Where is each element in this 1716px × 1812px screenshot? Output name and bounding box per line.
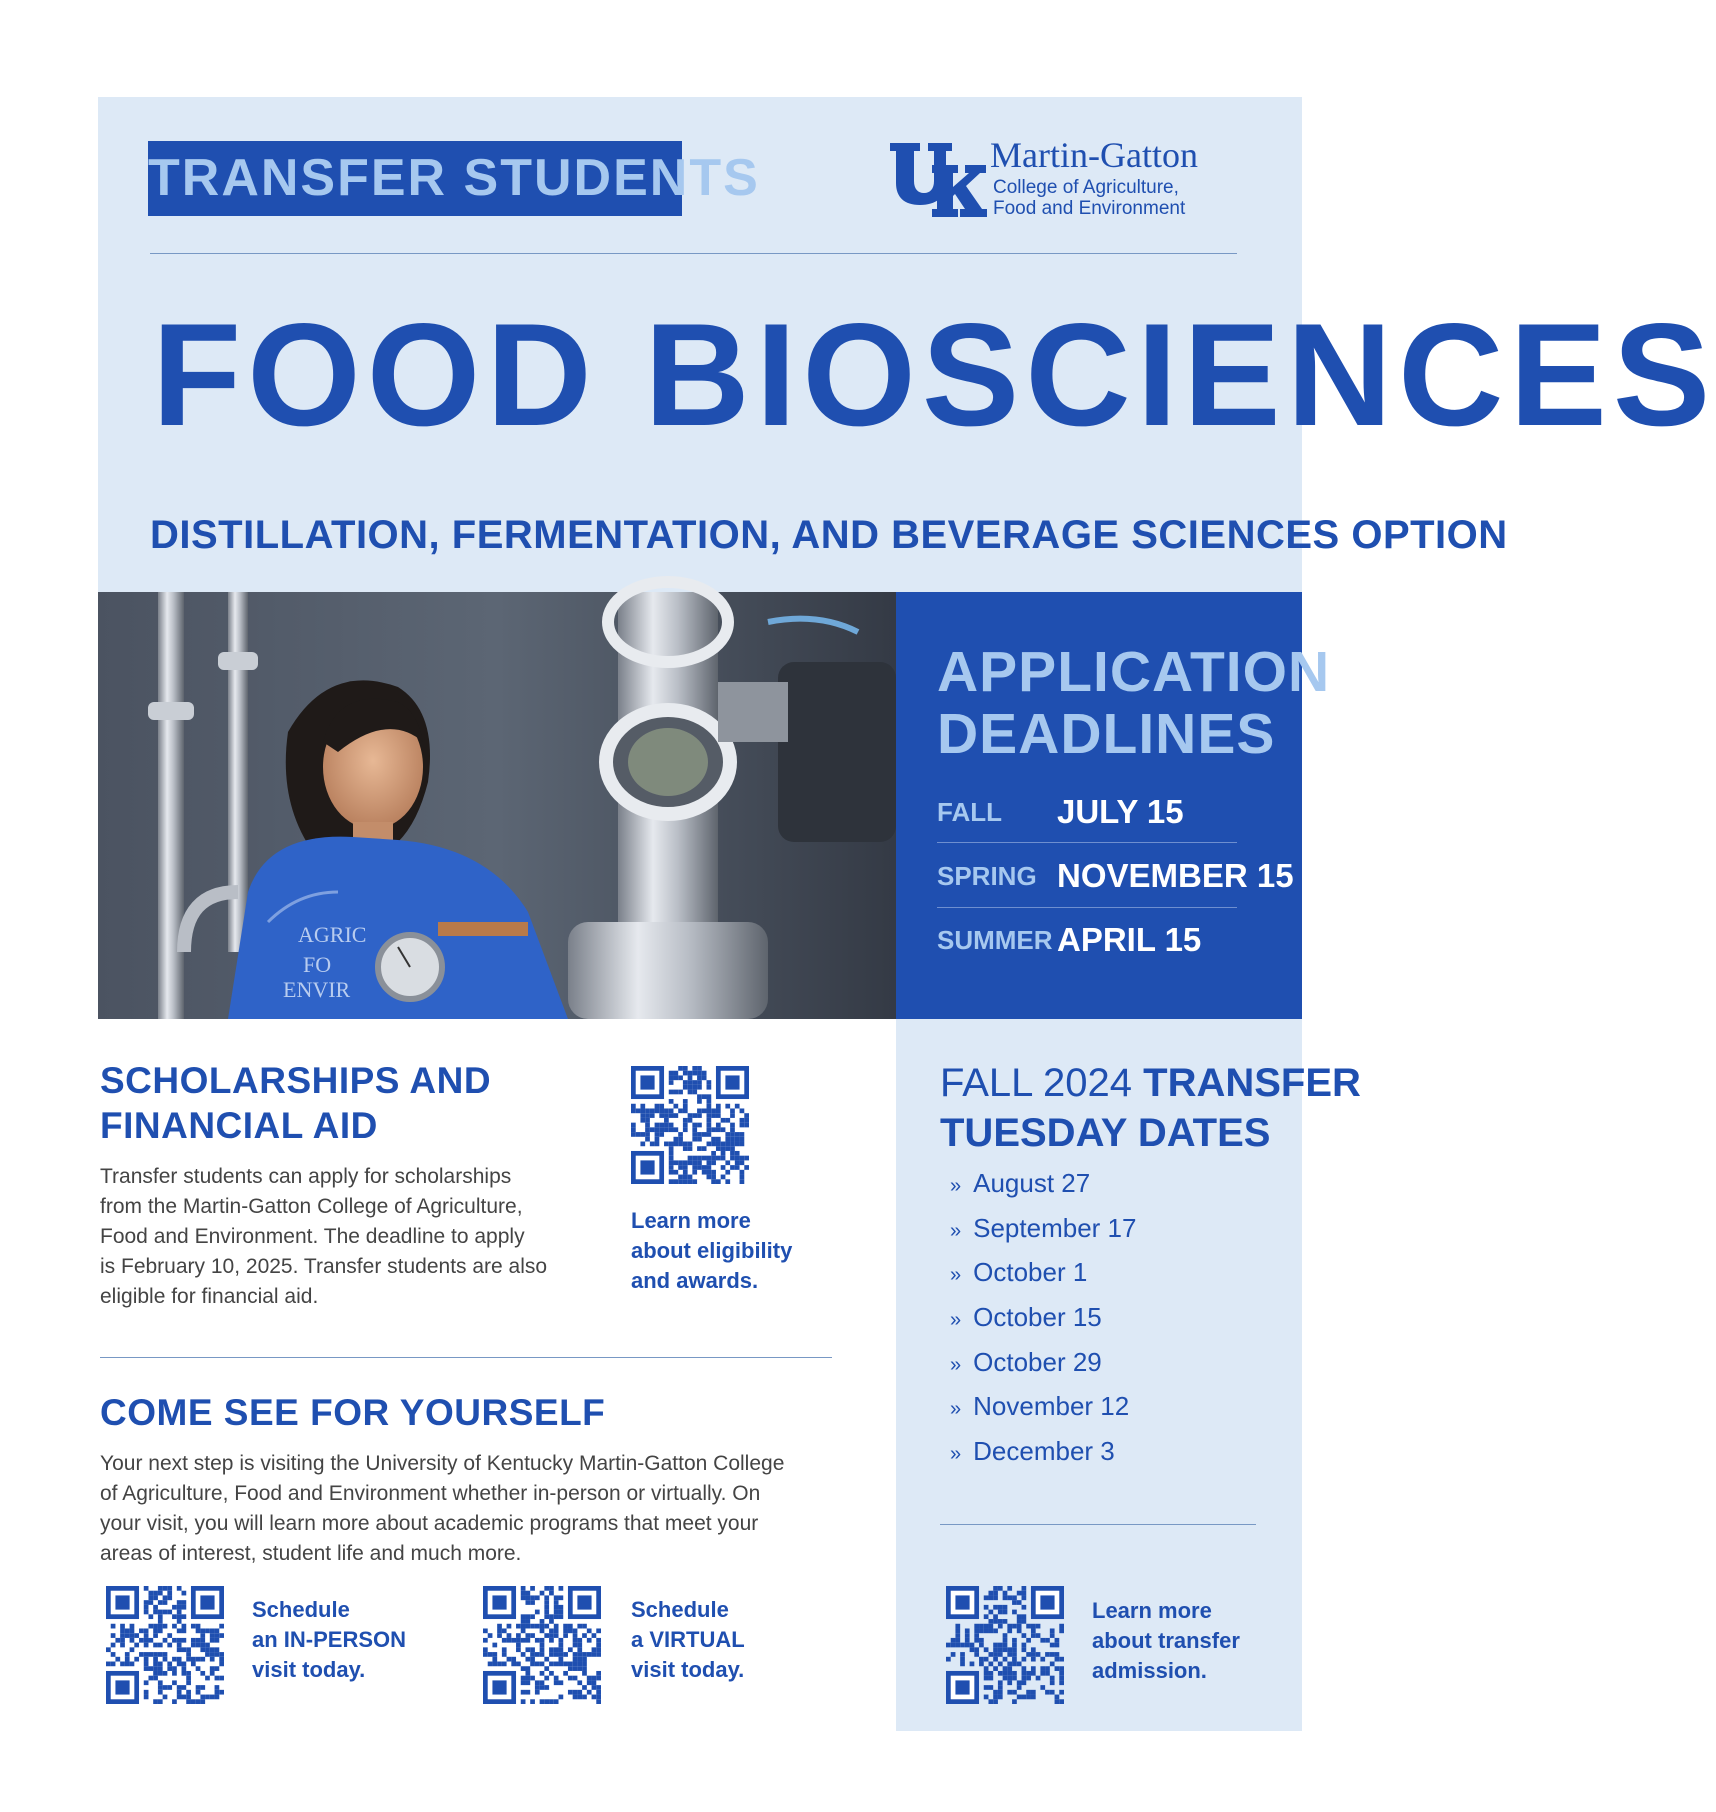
visit-body [100,1449,840,1569]
divider [940,1524,1256,1525]
uk-logo-icon [890,143,986,217]
college-subtitle-line1: College of Agriculture, [993,177,1179,198]
scholarships-heading [100,1058,491,1148]
cta-line: Schedule [252,1597,350,1622]
cta-line [631,1625,745,1655]
heading-line1 [940,1058,1361,1108]
visit-heading: COME SEE FOR YOURSELF [100,1392,606,1433]
deadline-date: NOVEMBER 15 [1057,857,1294,894]
body-line: is February 10, 2025. Transfer students are also [100,1255,548,1278]
date-label: December 3 [973,1436,1115,1466]
page-subtitle: DISTILLATION, FERMENTATION, AND BEVERAGE SCIENCES OPTION [150,513,1508,557]
scholarships-heading-line2: FINANCIAL AID [100,1105,378,1146]
transfer-tuesday-heading [940,1058,1361,1158]
body-line: eligible for financial aid. [100,1285,319,1308]
body-line: from the Martin-Gatton College of Agriculture, [100,1195,523,1218]
college-name: Martin-Gatton [990,135,1198,175]
date-label: October 15 [973,1302,1102,1332]
date-label: August 27 [973,1168,1091,1198]
transfer-tuesday-date [950,1168,1090,1199]
deadline-term: FALL [937,797,1002,827]
qr-code-icon[interactable] [946,1586,1064,1704]
body-line: your visit, you will learn more about academic programs that meet your [100,1512,759,1535]
qr-code-icon[interactable] [106,1586,224,1704]
chevron-right-icon: » [950,1443,962,1465]
date-label: November 12 [973,1391,1130,1421]
college-subtitle-line2: Food and Environment [993,198,1186,219]
body-line: Food and Environment. The deadline to apply [100,1225,525,1248]
cta-line: Learn more [631,1208,751,1233]
svg-text:ENVIR: ENVIR [283,977,351,1002]
cta-line: Learn more [1092,1598,1212,1623]
heading-line2: TUESDAY DATES [940,1111,1271,1155]
cta-emphasis: IN-PERSON [283,1627,407,1652]
body-line: areas of interest, student life and much more. [100,1542,522,1565]
body-line: Your next step is visiting the University of Kentucky Martin-Gatton College [100,1452,785,1475]
page-title: FOOD BIOSCIENCES [152,293,1716,456]
chevron-right-icon: » [950,1220,962,1242]
qr-code-icon[interactable] [483,1586,601,1704]
cta-emphasis: VIRTUAL [649,1627,745,1652]
svg-text:FO: FO [303,952,332,977]
cta-line [252,1625,406,1655]
divider [100,1357,832,1358]
scholarships-body [100,1162,600,1312]
qr-code-icon[interactable] [631,1066,749,1184]
schedule-in-person-link[interactable] [252,1595,406,1685]
date-label: October 29 [973,1347,1102,1377]
cta-text: a [631,1627,650,1652]
divider [937,842,1237,843]
cta-line: Schedule [631,1597,729,1622]
distillation-photo [98,592,896,1019]
date-label: October 1 [973,1257,1088,1287]
divider [150,253,1237,254]
heading-light: FALL 2024 [940,1061,1133,1105]
body-line: Transfer students can apply for scholarships [100,1165,512,1188]
cta-line: about transfer [1092,1628,1240,1653]
chevron-right-icon: » [950,1398,962,1420]
transfer-tuesday-date [950,1436,1115,1467]
deadlines-heading-line2: DEADLINES [937,702,1276,766]
chevron-right-icon: » [950,1175,962,1197]
transfer-tuesday-date [950,1257,1087,1288]
cta-line: visit today. [252,1657,366,1682]
deadline-date: JULY 15 [1057,793,1184,830]
transfer-tuesday-date [950,1347,1102,1378]
deadlines-heading [937,641,1330,765]
schedule-virtual-link[interactable] [631,1595,745,1685]
chevron-right-icon: » [950,1309,962,1331]
chevron-right-icon: » [950,1354,962,1376]
cta-line: and awards. [631,1268,759,1293]
svg-text:AGRIC: AGRIC [298,922,367,947]
transfer-tuesday-date [950,1213,1136,1244]
transfer-tuesday-date [950,1302,1102,1333]
deadline-date: APRIL 15 [1057,921,1202,958]
scholarships-heading-line1: SCHOLARSHIPS AND [100,1060,492,1101]
scholarships-learn-more-link[interactable] [631,1206,792,1296]
chevron-right-icon: » [950,1264,962,1286]
date-label: September 17 [973,1213,1137,1243]
deadline-term: SUMMER [937,925,1053,955]
transfer-students-badge: TRANSFER STUDENTS [148,141,682,216]
body-line: of Agriculture, Food and Environment whether in-person or virtually. On [100,1482,761,1505]
cta-text: an [252,1627,284,1652]
deadlines-heading-line1: APPLICATION [937,640,1331,704]
transfer-tuesday-date [950,1391,1129,1422]
heading-bold: TRANSFER [1143,1061,1361,1105]
cta-line: admission. [1092,1658,1207,1683]
cta-line: about eligibility [631,1238,793,1263]
deadline-term: SPRING [937,861,1037,891]
divider [937,907,1237,908]
cta-line: visit today. [631,1657,745,1682]
transfer-admission-link[interactable] [1092,1596,1240,1686]
